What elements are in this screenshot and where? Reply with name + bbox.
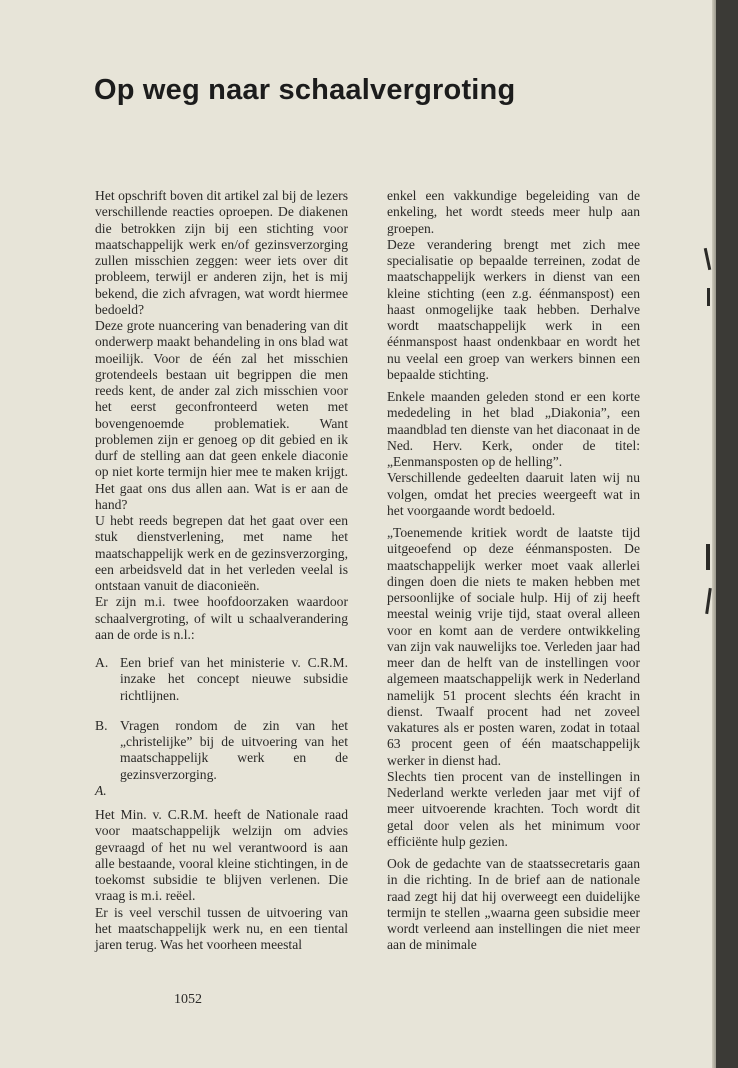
list-item-text: Een brief van het ministerie v. C.R.M. inzake het concept nieuwe subsidie richtlijnen. [120, 655, 348, 703]
paragraph: Het opschrift boven dit artikel zal bij de lezers verschillende reacties oproepen. De diakenen die betrokken zijn bij een stichting voor maatschappelijk werk en/of gezinsverzorging zullen misschien zeggen: weer iets over dit probleem, terwijl er anderen zijn, het is mij bekend, die zich afvragen, wat wordt hiermee bedoeld? [95, 188, 348, 317]
article-title: Op weg naar schaalvergroting [94, 74, 516, 106]
scan-mark [706, 544, 710, 570]
right-column [387, 188, 640, 954]
list-marker: A. [95, 655, 109, 670]
paragraph: Ook de gedachte van de staatssecretaris gaan in die richting. In de brief aan de nationale raad zegt hij dat hij overweegt een duidelijke termijn te stellen „waarna geen subsidie meer wordt verleend aan instellingen die niet meer aan de minimale [387, 856, 640, 953]
list-item-text: Vragen rondom de zin van het „christelijke” bij de uitvoering van het maatschappelijk werk en de gezinsverzorging. [120, 717, 348, 782]
page-number: 1052 [174, 992, 202, 1007]
section-heading: A. [95, 782, 107, 798]
list-marker: B. [95, 717, 108, 733]
scan-mark [707, 288, 710, 306]
paragraph: U hebt reeds begrepen dat het gaat over een stuk dienstverlening, met name het maatschappelijk werk en de gezinsverzorging, een arbeidsveld dat in het verleden veelal is ontstaan vanuit de diaconieën. [95, 513, 348, 593]
paragraph: Het Min. v. C.R.M. heeft de Nationale raad voor maatschappelijk welzijn om advies gevraagd of het nu wel verantwoord is aan alle bestaande, vooral kleine stichtingen, in de toekomst subsidie te blijven verlenen. Die vraag is m.i. reëel. [95, 807, 348, 904]
paragraph: Slechts tien procent van de instellingen in Nederland werkte verleden jaar met vijf of meer uitvoerende krachten. Toch wordt dit getal door velen als het minimum voor efficiënte hulp gezien. [387, 768, 640, 849]
scan-mark [705, 588, 712, 614]
paragraph: Deze verandering brengt met zich mee specialisatie op bepaalde terreinen, zodat de maatschappelijk werkers in dienst van een kleine stichting (een z.g. éénmanspost) een haast onmogelijke taak hebben. Derhalve wordt maatschappelijk werk in een éénmanspost haast ondenkbaar en wordt het nu veelal een groep van werkers binnen een bepaalde stichting. [387, 236, 640, 382]
paragraph: enkel een vakkundige begeleiding van de enkeling, het wordt steeds meer hulp aan groepen. [387, 188, 640, 236]
paragraph: „Toenemende kritiek wordt de laatste tijd uitgeoefend op deze éénmansposten. De maatschappelijk werker moet vaak allerlei dingen doen die niets te maken hebben met persoonlijke of sociale hulp. Hij of zij heeft meestal weinig vrije tijd, staat overal alleen voor en komt aan de verdere ontwikkeling van zijn vak nauwelijks toe. Verleden jaar had meer dan de helft van de instellingen voor algemeen maatschappelijk werk in Nederland namelijk 51 procent slechts één kracht in dienst. Twaalf procent had net zoveel vakatures als er posten waren, zodat in totaal 63 procent geen of één maatschappelijk werker in dienst had. [387, 525, 640, 768]
paragraph: Enkele maanden geleden stond er een korte mededeling in het blad „Diakonia”, een maandblad ten dienste van het diaconaat in de Ned. Herv. Kerk, onder de titel: „Eenmansposten op de helling”. [387, 389, 640, 469]
list-item-a [95, 655, 348, 704]
left-column [95, 188, 348, 953]
paragraph: Deze grote nuancering van benadering van dit onderwerp maakt behandeling in ons blad wat moeilijk. Voor de één zal het misschien grotendeels bestaan uit begrippen die men reeds kent, de ander zal zich misschien voor het eerst geconfronteerd weten met bovengenoemde problematiek. Want problemen zijn er genoeg op dit gebied en ik durf de stelling aan dat geen enkele diaconie op niet korte termijn hier mee te maken krijgt. Het gaat ons dus allen aan. Wat is er aan de hand? [95, 318, 348, 512]
scan-mark [704, 248, 712, 270]
paragraph: Er is veel verschil tussen de uitvoering van het maatschappelijk werk nu, en een tiental jaren terug. Was het voorheen meestal [95, 904, 348, 952]
paragraph: Er zijn m.i. twee hoofdoorzaken waardoor schaalvergroting, of wilt u schaalverandering aan de orde is n.l.: [95, 594, 348, 642]
paragraph: Verschillende gedeelten daaruit laten wij nu volgen, omdat het precies weergeeft wat in het voorgaande wordt bedoeld. [387, 470, 640, 518]
page-edge [712, 0, 716, 1068]
list-item-b [95, 718, 348, 783]
